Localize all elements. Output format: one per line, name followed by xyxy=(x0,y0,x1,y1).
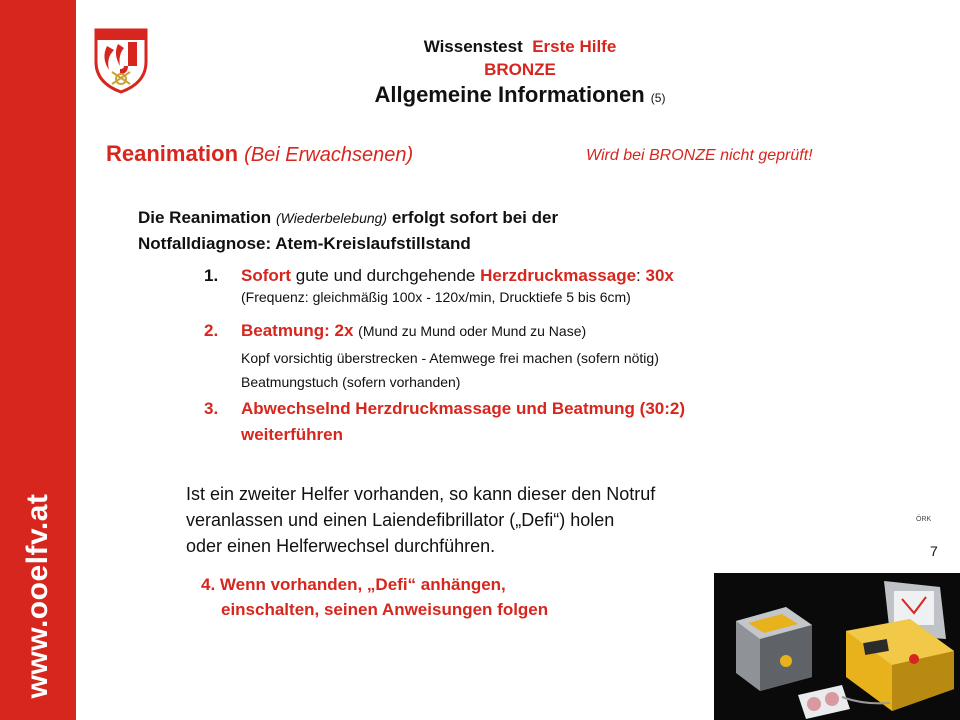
step-1-colon: : xyxy=(636,266,641,285)
step-1-mid: gute und durchgehende xyxy=(295,266,476,285)
step-3-main xyxy=(204,396,904,422)
intro-line-1 xyxy=(138,205,558,231)
sidebar xyxy=(0,0,76,720)
section-heading-sub: (Bei Erwachsenen) xyxy=(244,144,414,166)
step-1-count: 30x xyxy=(645,266,674,285)
defibrillator-photo xyxy=(714,573,960,720)
intro-line-2: Notfalldiagnose: Atem-Kreislaufstillstand xyxy=(138,234,471,253)
intro-part-1: Die Reanimation xyxy=(138,208,272,227)
step-number: 1. xyxy=(204,266,219,285)
fire-brigade-emblem-icon xyxy=(92,26,150,94)
step-4-line-1: 4. Wenn vorhanden, „Defi“ anhängen, xyxy=(201,575,506,594)
page-subtitle xyxy=(320,82,720,111)
step-2-main xyxy=(204,319,904,343)
image-credit: ÖRK xyxy=(916,516,932,523)
step-2-sub-1: Kopf vorsichtig überstrecken - Atemwege frei machen (sofern nötig) xyxy=(241,350,659,366)
step-1-main xyxy=(204,264,904,288)
step-4 xyxy=(201,572,548,622)
step-number: 2. xyxy=(204,321,219,340)
subtitle-suffix: (5) xyxy=(650,91,666,105)
second-helper-paragraph xyxy=(186,481,655,559)
step-2-beatmung: Beatmung: 2x xyxy=(241,321,354,340)
list-item xyxy=(204,396,904,448)
step-1-sub: (Frequenz: gleichmäßig 100x - 120x/min, Drucktiefe 5 bis 6cm) xyxy=(241,289,631,305)
paragraph-line-2: veranlassen und einen Laiendefibrillator („Defi“) holen xyxy=(186,510,615,530)
section-heading-main: Reanimation xyxy=(106,141,239,166)
step-2-sub-2: Beatmungstuch (sofern vorhanden) xyxy=(241,374,461,390)
title-block xyxy=(320,36,720,111)
paragraph-line-1: Ist ein zweiter Helfer vorhanden, so kann dieser den Notruf xyxy=(186,484,656,504)
step-4-line-2: einschalten, seinen Anweisungen folgen xyxy=(221,600,549,619)
step-3-line-1: Abwechselnd Herzdruckmassage und Beatmung (30:2) xyxy=(241,399,686,418)
step-3-line-2: weiterführen xyxy=(241,425,344,444)
paragraph-line-3: oder einen Helferwechsel durchführen. xyxy=(186,536,496,556)
sidebar-url: www.ooelfv.at xyxy=(21,493,54,699)
step-1-sofort: Sofort xyxy=(241,266,292,285)
title-prefix: Wissenstest xyxy=(423,37,523,56)
list-item xyxy=(204,319,904,394)
page-title xyxy=(320,36,720,58)
title-accent: Erste Hilfe xyxy=(532,37,617,56)
title-level: BRONZE xyxy=(484,60,556,79)
step-1-herzdruckmassage: Herzdruckmassage xyxy=(480,266,637,285)
steps-list xyxy=(204,264,904,448)
page-number: 7 xyxy=(930,543,938,559)
section-heading xyxy=(106,141,413,167)
list-item xyxy=(204,264,904,307)
intro-paren: (Wiederbelebung) xyxy=(275,210,388,226)
intro-part-2: erfolgt sofort bei der xyxy=(391,208,559,227)
subtitle-text: Allgemeine Informationen xyxy=(374,82,645,107)
step-number: 3. xyxy=(204,399,219,418)
step-2-paren: (Mund zu Mund oder Mund zu Nase) xyxy=(358,323,587,339)
intro-text xyxy=(138,205,558,256)
not-tested-note: Wird bei BRONZE nicht geprüft! xyxy=(586,147,813,164)
